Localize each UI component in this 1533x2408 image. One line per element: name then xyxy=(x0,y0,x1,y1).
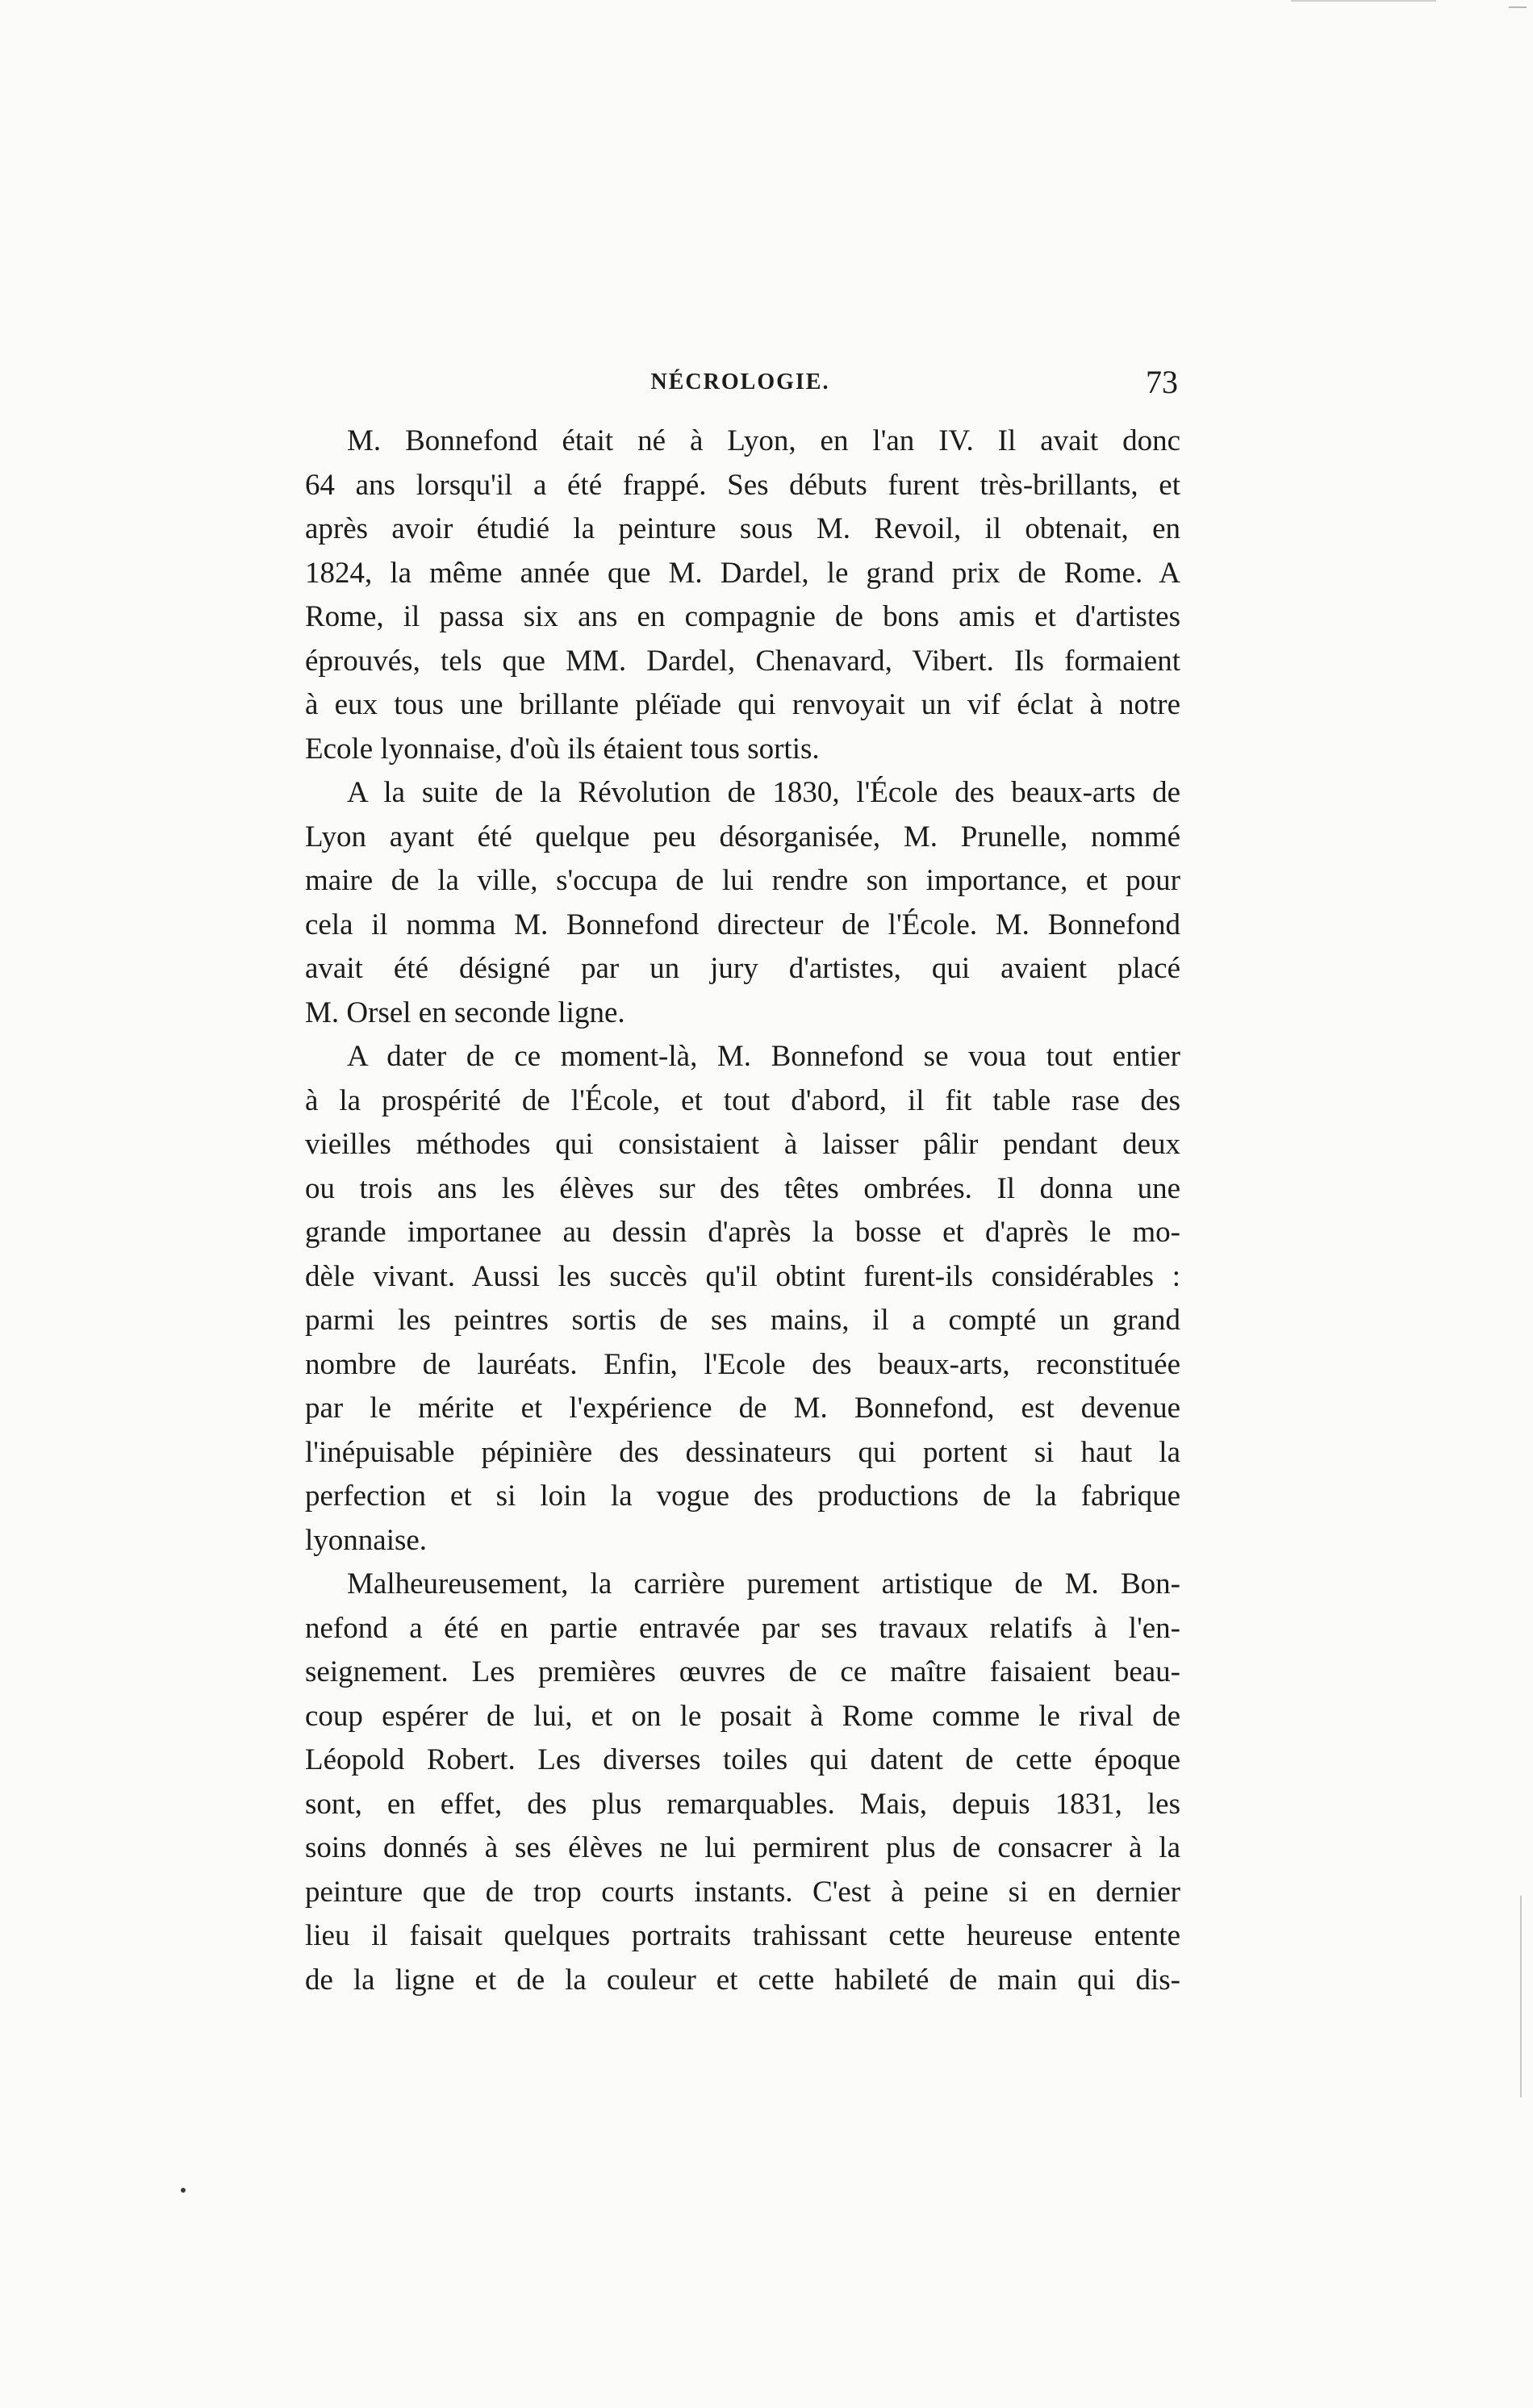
text-line: M. Orsel en seconde ligne. xyxy=(305,995,625,1029)
text-line: A la suite de la Révolution de 1830, l'École des beaux-arts de xyxy=(347,776,1180,809)
right-edge-rule xyxy=(1520,1896,1522,2097)
page-header xyxy=(303,364,1178,410)
text-line: de la ligne et de la couleur et cette habileté de main qui dis- xyxy=(305,1963,1180,1997)
text-line: lyonnaise. xyxy=(305,1523,428,1557)
text-line: vieilles méthodes qui consistaient à laisser pâlir pendant deux xyxy=(305,1128,1180,1161)
text-line: éprouvés, tels que MM. Dardel, Chenavard, Vibert. Ils formaient xyxy=(305,644,1180,678)
text-line: avait été désigné par un jury d'artistes, qui avaient placé xyxy=(305,952,1180,985)
text-line: nefond a été en partie entravée par ses travaux relatifs à l'en- xyxy=(305,1611,1180,1645)
paragraph xyxy=(305,1563,1180,2002)
text-line: à la prospérité de l'École, et tout d'abord, il fit table rase des xyxy=(305,1083,1180,1117)
text-line: dèle vivant. Aussi les succès qu'il obtint furent-ils considérables : xyxy=(305,1259,1180,1293)
text-line: coup espérer de lui, et on le posait à Rome comme le rival de xyxy=(305,1699,1180,1733)
text-line: perfection et si loin la vogue des productions de la fabrique xyxy=(305,1479,1180,1513)
text-line: lieu il faisait quelques portraits trahissant cette heureuse entente xyxy=(305,1919,1180,1952)
body-text xyxy=(305,419,1180,2002)
text-line: Ecole lyonnaise, d'où ils étaient tous sortis. xyxy=(305,732,820,766)
text-line: maire de la ville, s'occupa de lui rendre son importance, et pour xyxy=(305,864,1180,897)
text-line: ou trois ans les élèves sur des têtes ombrées. Il donna une xyxy=(305,1171,1180,1205)
text-line: grande importanee au dessin d'après la bosse et d'après le mo- xyxy=(305,1216,1180,1249)
text-line: cela il nomma M. Bonnefond directeur de l'École. M. Bonnefond xyxy=(305,908,1180,941)
paragraph xyxy=(305,771,1180,1035)
paragraph xyxy=(305,1035,1180,1563)
text-line: Rome, il passa six ans en compagnie de bons amis et d'artistes xyxy=(305,600,1180,633)
text-line: A dater de ce moment-là, M. Bonnefond se voua tout entier xyxy=(347,1040,1180,1073)
paragraph xyxy=(305,419,1180,771)
corner-mark xyxy=(1509,6,1527,8)
top-border-rule xyxy=(1291,0,1436,2)
text-line: M. Bonnefond était né à Lyon, en l'an IV. Il avait donc xyxy=(347,424,1180,457)
ink-speck xyxy=(181,2188,186,2193)
text-line: après avoir étudié la peinture sous M. Revoil, il obtenait, en xyxy=(305,512,1180,545)
page-number: 73 xyxy=(1146,364,1178,400)
text-line: seignement. Les premières œuvres de ce maître faisaient beau- xyxy=(305,1655,1180,1688)
text-line: Lyon ayant été quelque peu désorganisée, M. Prunelle, nommé xyxy=(305,820,1180,853)
text-line: nombre de lauréats. Enfin, l'Ecole des beaux-arts, reconstituée xyxy=(305,1347,1180,1381)
text-line: par le mérite et l'expérience de M. Bonnefond, est devenue xyxy=(305,1392,1180,1425)
text-line: peinture que de trop courts instants. C'est à peine si en dernier xyxy=(305,1875,1180,1909)
text-line: à eux tous une brillante pléïade qui renvoyait un vif éclat à notre xyxy=(305,688,1180,721)
text-line: Léopold Robert. Les diverses toiles qui datent de cette époque xyxy=(305,1743,1180,1776)
text-line: 1824, la même année que M. Dardel, le grand prix de Rome. A xyxy=(305,556,1180,590)
text-line: l'inépuisable pépinière des dessinateurs qui portent si haut la xyxy=(305,1435,1180,1469)
text-line: soins donnés à ses élèves ne lui permirent plus de consacrer à la xyxy=(305,1831,1180,1864)
text-line: 64 ans lorsqu'il a été frappé. Ses débuts furent très-brillants, et xyxy=(305,468,1180,502)
text-line: Malheureusement, la carrière purement artistique de M. Bon- xyxy=(347,1567,1180,1600)
running-title: NÉCROLOGIE. xyxy=(650,369,830,394)
text-line: sont, en effet, des plus remarquables. Mais, depuis 1831, les xyxy=(305,1787,1180,1821)
text-line: parmi les peintres sortis de ses mains, il a compté un grand xyxy=(305,1304,1180,1337)
